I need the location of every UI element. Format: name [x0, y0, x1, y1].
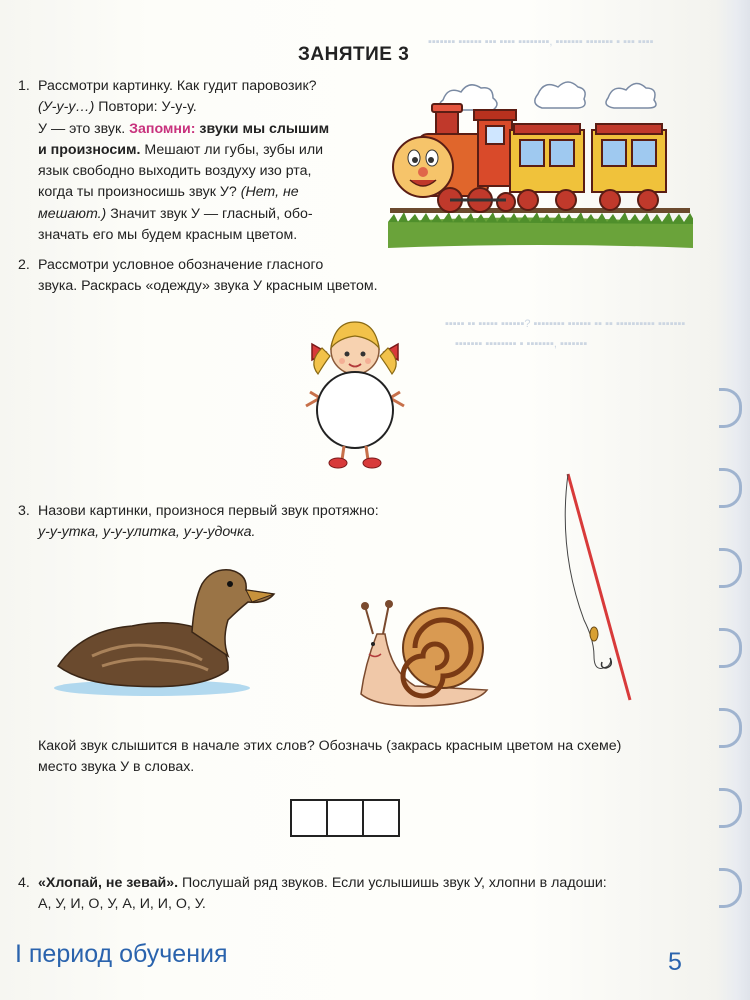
- show-through-text: ▪▪▪▪▪ ▪▪ ▪▪▪▪▪ ▪▪▪▪▪▪? ▪▪▪▪▪▪▪▪ ▪▪▪▪▪▪ ▪▪ ▪▪ ▪▪▪▪▪▪▪▪▪▪ ▪▪▪▪▪▪▪: [445, 318, 686, 330]
- task-2-line-1: Рассмотри условное обозначение гласного: [38, 257, 324, 273]
- task-number: 4.: [18, 875, 30, 891]
- task-1-line-1: Рассмотри картинку. Как гудит паровозик?: [38, 78, 317, 94]
- period-label: I период обучения: [15, 940, 228, 968]
- task-number: 3.: [18, 503, 30, 519]
- task-2: [18, 255, 438, 298]
- task-3-words: у-у-утка, у-у-улитка, у-у-удочка.: [38, 524, 256, 541]
- task-4: [18, 873, 718, 916]
- task-1-text: Значит звук У — гласный, обо-: [106, 205, 313, 222]
- task-3-question-line-2: место звука У в словах.: [38, 759, 195, 776]
- task-1-italic: мешают.): [38, 205, 107, 222]
- snail-illustration: [355, 594, 495, 712]
- sound-scheme: [290, 799, 400, 837]
- task-1-rule: и произносим.: [38, 141, 141, 158]
- duck-illustration: [52, 560, 280, 700]
- vowel-girl-illustration: [300, 318, 410, 474]
- scheme-cell-1[interactable]: [290, 799, 328, 837]
- task-1-rule: звуки мы слышим: [195, 120, 330, 137]
- task-1-italic: (Нет, не: [240, 184, 299, 201]
- scheme-cell-2[interactable]: [326, 799, 364, 837]
- game-title: «Хлопай, не зевай».: [38, 875, 179, 891]
- task-1-text: У — это звук.: [38, 120, 130, 137]
- task-1-text: значать его мы будем красным цветом.: [38, 227, 298, 244]
- lesson-title: ЗАНЯТИЕ 3: [298, 44, 410, 65]
- remember-label: Запомни:: [129, 120, 196, 137]
- task-1-text: язык свободно выходить воздуху изо рта,: [38, 163, 312, 180]
- task-1-text: когда ты произносишь звук У?: [38, 184, 241, 201]
- task-4-text: Послушай ряд звуков. Если услышишь звук У, хлопни в ладоши:: [178, 875, 607, 891]
- page-number: 5: [668, 948, 682, 976]
- task-3: [18, 501, 448, 544]
- task-number: 1.: [18, 78, 30, 94]
- task-2-line-2: звука. Раскрась «одежду» звука У красным цветом.: [38, 278, 378, 295]
- task-1-text: Повтори: У-у-у.: [94, 99, 197, 116]
- fishing-rod-illustration: [560, 470, 640, 710]
- task-3-line-1: Назови картинки, произнося первый звук протяжно:: [38, 503, 379, 519]
- task-1-text: Мешают ли губы, зубы или: [140, 141, 324, 158]
- train-illustration: [388, 72, 693, 252]
- task-3-question: [38, 736, 728, 779]
- task-3-question-line-1: Какой звук слышится в начале этих слов? Обозначь (закрась красным цветом на схеме): [38, 738, 622, 754]
- show-through-text: ▪▪▪▪▪▪▪ ▪▪▪▪▪▪ ▪▪▪ ▪▪▪▪ ▪▪▪▪▪▪▪▪, ▪▪▪▪▪▪▪ ▪▪▪▪▪▪▪ ▪ ▪▪▪ ▪▪▪▪: [428, 36, 654, 48]
- task-1: [18, 76, 373, 246]
- sound-sequence: А, У, И, О, У, А, И, И, О, У.: [38, 896, 206, 913]
- show-through-text: ▪▪▪▪▪▪▪ ▪▪▪▪▪▪▪▪ ▪ ▪▪▪▪▪▪▪, ▪▪▪▪▪▪▪: [455, 338, 588, 350]
- task-1-italic: (У-у-у…): [38, 99, 95, 116]
- scheme-cell-3[interactable]: [362, 799, 400, 837]
- task-number: 2.: [18, 257, 30, 273]
